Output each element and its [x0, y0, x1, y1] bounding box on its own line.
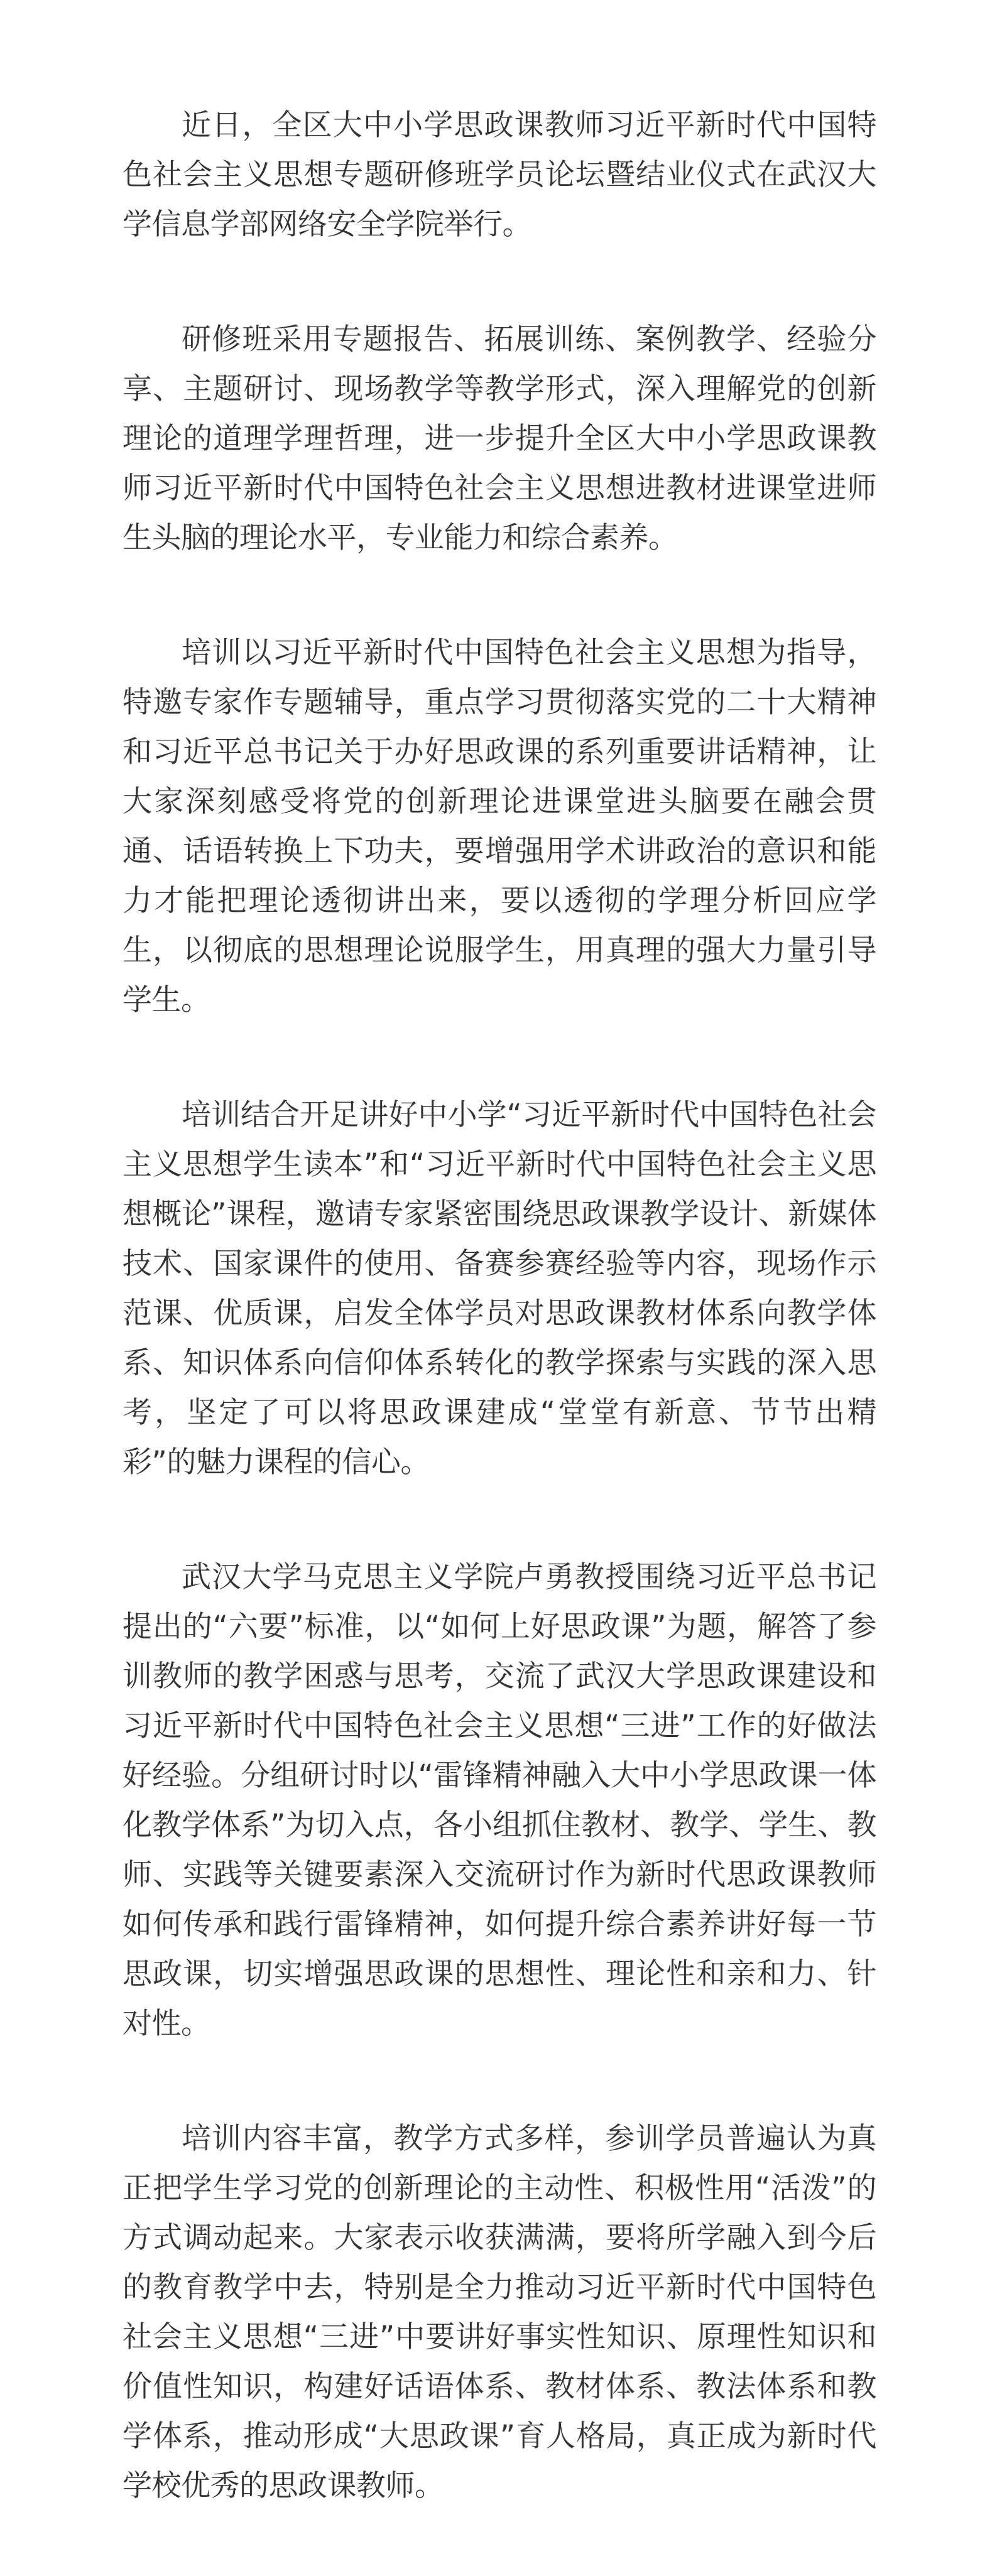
paragraph-course-content: 培训结合开足讲好中小学“习近平新时代中国特色社会主义思想学生读本”和“习近平新时代中国特色社会主义思想概论”课程，邀请专家紧密围绕思政课教学设计、新媒体技术、国家课件的使用、备赛参赛经验等内容，现场作示范课、优质课，启发全体学员对思政课教材体系向教学体系、知识体系向信仰体系转化的教学探索与实践的深入思考，坚定了可以将思政课建成“堂堂有新意、节节出精彩”的魅力课程的信心。	[123, 1098, 876, 1480]
paragraph-training-guidance: 培训以习近平新时代中国特色社会主义思想为指导，特邀专家作专题辅导，重点学习贯彻落实党的二十大精神和习近平总书记关于办好思政课的系列重要讲话精神，让大家深刻感受将党的创新理论进课堂进头脑要在融会贯通、话语转换上下功夫，要增强用学术讲政治的意识和能力才能把理论透彻讲出来，要以透彻的学理分析回应学生，以彻底的思想理论说服学生，用真理的强大力量引导学生。	[123, 636, 876, 1017]
paragraph-opening: 近日，全区大中小学思政课教师习近平新时代中国特色社会主义思想专题研修班学员论坛暨结业仪式在武汉大学信息学部网络安全学院举行。	[123, 108, 876, 242]
paragraph-lecture-discussion: 武汉大学马克思主义学院卢勇教授围绕习近平总书记提出的“六要”标准，以“如何上好思政课”为题，解答了参训教师的教学困惑与思考，交流了武汉大学思政课建设和习近平新时代中国特色社会主义思想“三进”工作的好做法好经验。分组研讨时以“雷锋精神融入大中小学思政课一体化教学体系”为切入点，各小组抓住教材、教学、学生、教师、实践等关键要素深入交流研讨作为新时代思政课教师如何传承和践行雷锋精神，如何提升综合素养讲好每一节思政课，切实增强思政课的思想性、理论性和亲和力、针对性。	[123, 1560, 876, 2041]
paragraph-conclusion: 培训内容丰富，教学方式多样，参训学员普遍认为真正把学生学习党的创新理论的主动性、积极性用“活泼”的方式调动起来。大家表示收获满满，要将所学融入到今后的教育教学中去，特别是全力推动习近平新时代中国特色社会主义思想“三进”中要讲好事实性知识、原理性知识和价值性知识，构建好话语体系、教材体系、教法体系和教学体系，推动形成“大思政课”育人格局，真正成为新时代学校优秀的思政课教师。	[123, 2121, 876, 2503]
paragraph-training-format: 研修班采用专题报告、拓展训练、案例教学、经验分享、主题研讨、现场教学等教学形式，深入理解党的创新理论的道理学理哲理，进一步提升全区大中小学思政课教师习近平新时代中国特色社会主义思想进教材进课堂进师生头脑的理论水平，专业能力和综合素养。	[123, 322, 876, 555]
article-body	[123, 100, 876, 2576]
